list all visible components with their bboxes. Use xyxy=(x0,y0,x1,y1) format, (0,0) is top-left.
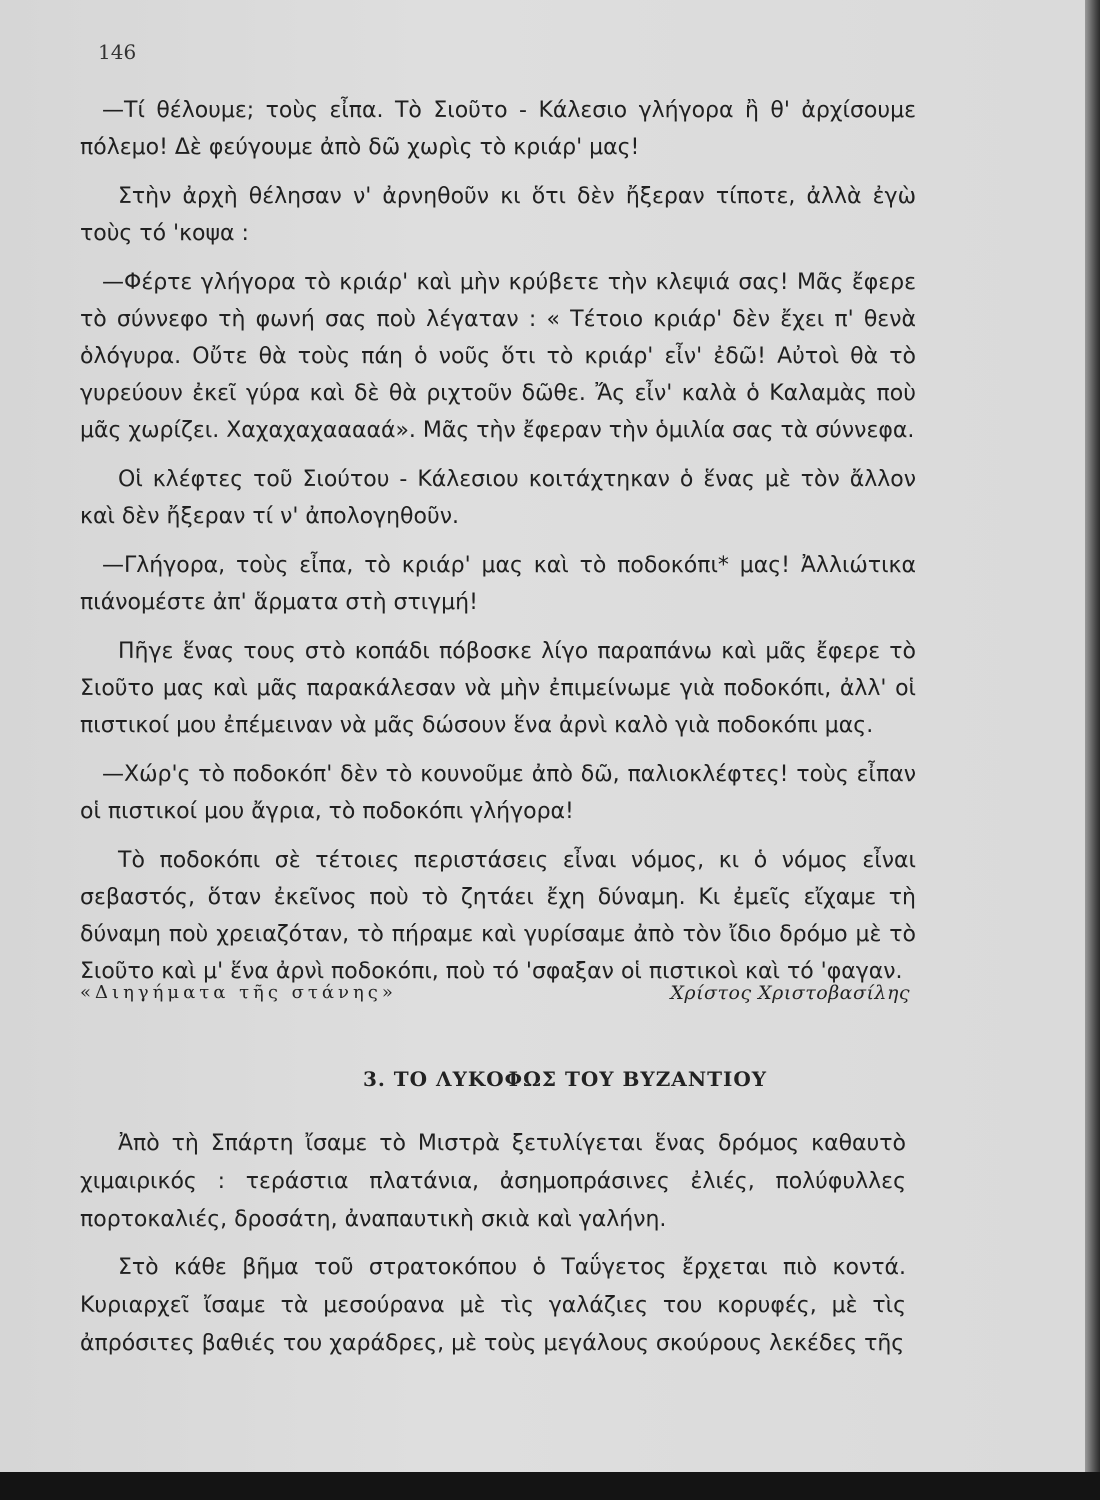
book-spine-edge xyxy=(1085,0,1100,1472)
paragraph: —Γλήγορα, τοὺς εἶπα, τὸ κριάρ' μας καὶ τὸ ποδοκόπι* μας! Ἀλλιώτικα πιάνομέστε ἀπ' ἅρματα στὴ στιγμή! xyxy=(80,553,916,615)
paragraph: Οἱ κλέφτες τοῦ Σιούτου - Κάλεσιου κοιτάχτηκαν ὁ ἕνας μὲ τὸν ἄλλον καὶ δὲν ἤξεραν τί ν' ἀπολογηθοῦν. xyxy=(80,467,916,529)
paragraph: Ἀπὸ τὴ Σπάρτη ἴσαμε τὸ Μιστρὰ ξετυλίγεται ἕνας δρόμος καθαυτὸ χιμαιρικός : τεράστια πλατάνια, ἀσημοπράσινες ἐλιές, πολύφυλλες πορτοκαλιές, δροσάτη, ἀναπαυτικὴ σκιὰ καὶ γαλήνη. xyxy=(80,1131,906,1232)
page-number: 146 xyxy=(98,40,137,64)
source-title: «Διηγήματα τῆς στάνης» xyxy=(80,982,397,1003)
source-citation xyxy=(80,982,910,1012)
paragraph: Τὸ ποδοκόπι σὲ τέτοιες περιστάσεις εἶναι νόμος, κι ὁ νόμος εἶναι σεβαστός, ὅταν ἐκεῖνος ποὺ τὸ ζητάει ἔχη δύναμη. Κι ἐμεῖς εἴχαμε τὴ δύναμη ποὺ χρειαζόταν, τὸ πήραμε καὶ γυρίσαμε ἀπὸ τὸν ἴδιο δρόμο μὲ τὸ Σιοῦτο καὶ μ' ἕνα ἀρνὶ ποδοκόπι, ποὺ τό 'σφαξαν οἱ πιστικοὶ καὶ τό 'φαγαν. xyxy=(80,848,916,984)
section-text xyxy=(80,1125,906,1373)
paragraph: Πῆγε ἕνας τους στὸ κοπάδι πόβοσκε λίγο παραπάνω καὶ μᾶς ἔφερε τὸ Σιοῦτο μας καὶ μᾶς παρακάλεσαν νὰ μὴν ἐπιμείνωμε γιὰ ποδοκόπι, ἀλλ' οἱ πιστικοί μου ἐπέμειναν νὰ μᾶς δώσουν ἕνα ἀρνὶ καλὸ γιὰ ποδοκόπι μας. xyxy=(80,639,916,738)
source-author: Χρίστος Χριστοβασίλης xyxy=(670,982,910,1004)
scan-bottom-border xyxy=(0,1472,1100,1500)
paragraph: —Φέρτε γλήγορα τὸ κριάρ' καὶ μὴν κρύβετε τὴν κλεψιά σας! Μᾶς ἔφερε τὸ σύννεφο τὴ φωνή σας ποὺ λέγαταν : « Τέτοιο κριάρ' δὲν ἔχει π' θενὰ ὁλόγυρα. Οὔτε θὰ τοὺς πάη ὁ νοῦς ὅτι τὸ κριάρ' εἶν' ἐδῶ! Αὐτοὶ θὰ τὸ γυρεύουν ἐκεῖ γύρα καὶ δὲ θὰ ριχτοῦν δῶθε. Ἄς εἶν' καλὰ ὁ Καλαμὰς ποὺ μᾶς χωρίζει. Χαχαχαχααααά». Μᾶς τὴν ἔφεραν τὴν ὁμιλία σας τὰ σύννεφα. xyxy=(80,270,916,443)
paragraph: Στὴν ἀρχὴ θέλησαν ν' ἀρνηθοῦν κι ὅτι δὲν ἤξεραν τίποτε, ἀλλὰ ἐγὼ τοὺς τό 'κοψα : xyxy=(80,184,916,246)
section-heading: 3. ΤΟ ΛΥΚΟΦΩΣ ΤΟΥ ΒΥΖΑΝΤΙΟΥ xyxy=(362,1067,768,1091)
paragraph: —Χώρ'ς τὸ ποδοκόπ' δὲν τὸ κουνοῦμε ἀπὸ δῶ, παλιοκλέφτες! τοὺς εἶπαν οἱ πιστικοί μου ἄγρια, τὸ ποδοκόπι γλήγορα! xyxy=(80,762,916,824)
story-text xyxy=(80,92,916,1002)
paragraph: Στὸ κάθε βῆμα τοῦ στρατοκόπου ὁ Ταΰγετος ἔρχεται πιὸ κοντά. Κυριαρχεῖ ἴσαμε τὰ μεσούρανα μὲ τὶς γαλάζιες του κορυφές, μὲ τὶς ἀπρόσιτες βαθιές του χαράδρες, μὲ τοὺς μεγάλους σκούρους λεκέδες τῆς xyxy=(80,1255,906,1356)
paragraph: —Τί θέλουμε; τοὺς εἶπα. Τὸ Σιοῦτο - Κάλεσιο γλήγορα ἢ θ' ἀρχίσουμε πόλεμο! Δὲ φεύγουμε ἀπὸ δῶ χωρὶς τὸ κριάρ' μας! xyxy=(80,98,916,160)
